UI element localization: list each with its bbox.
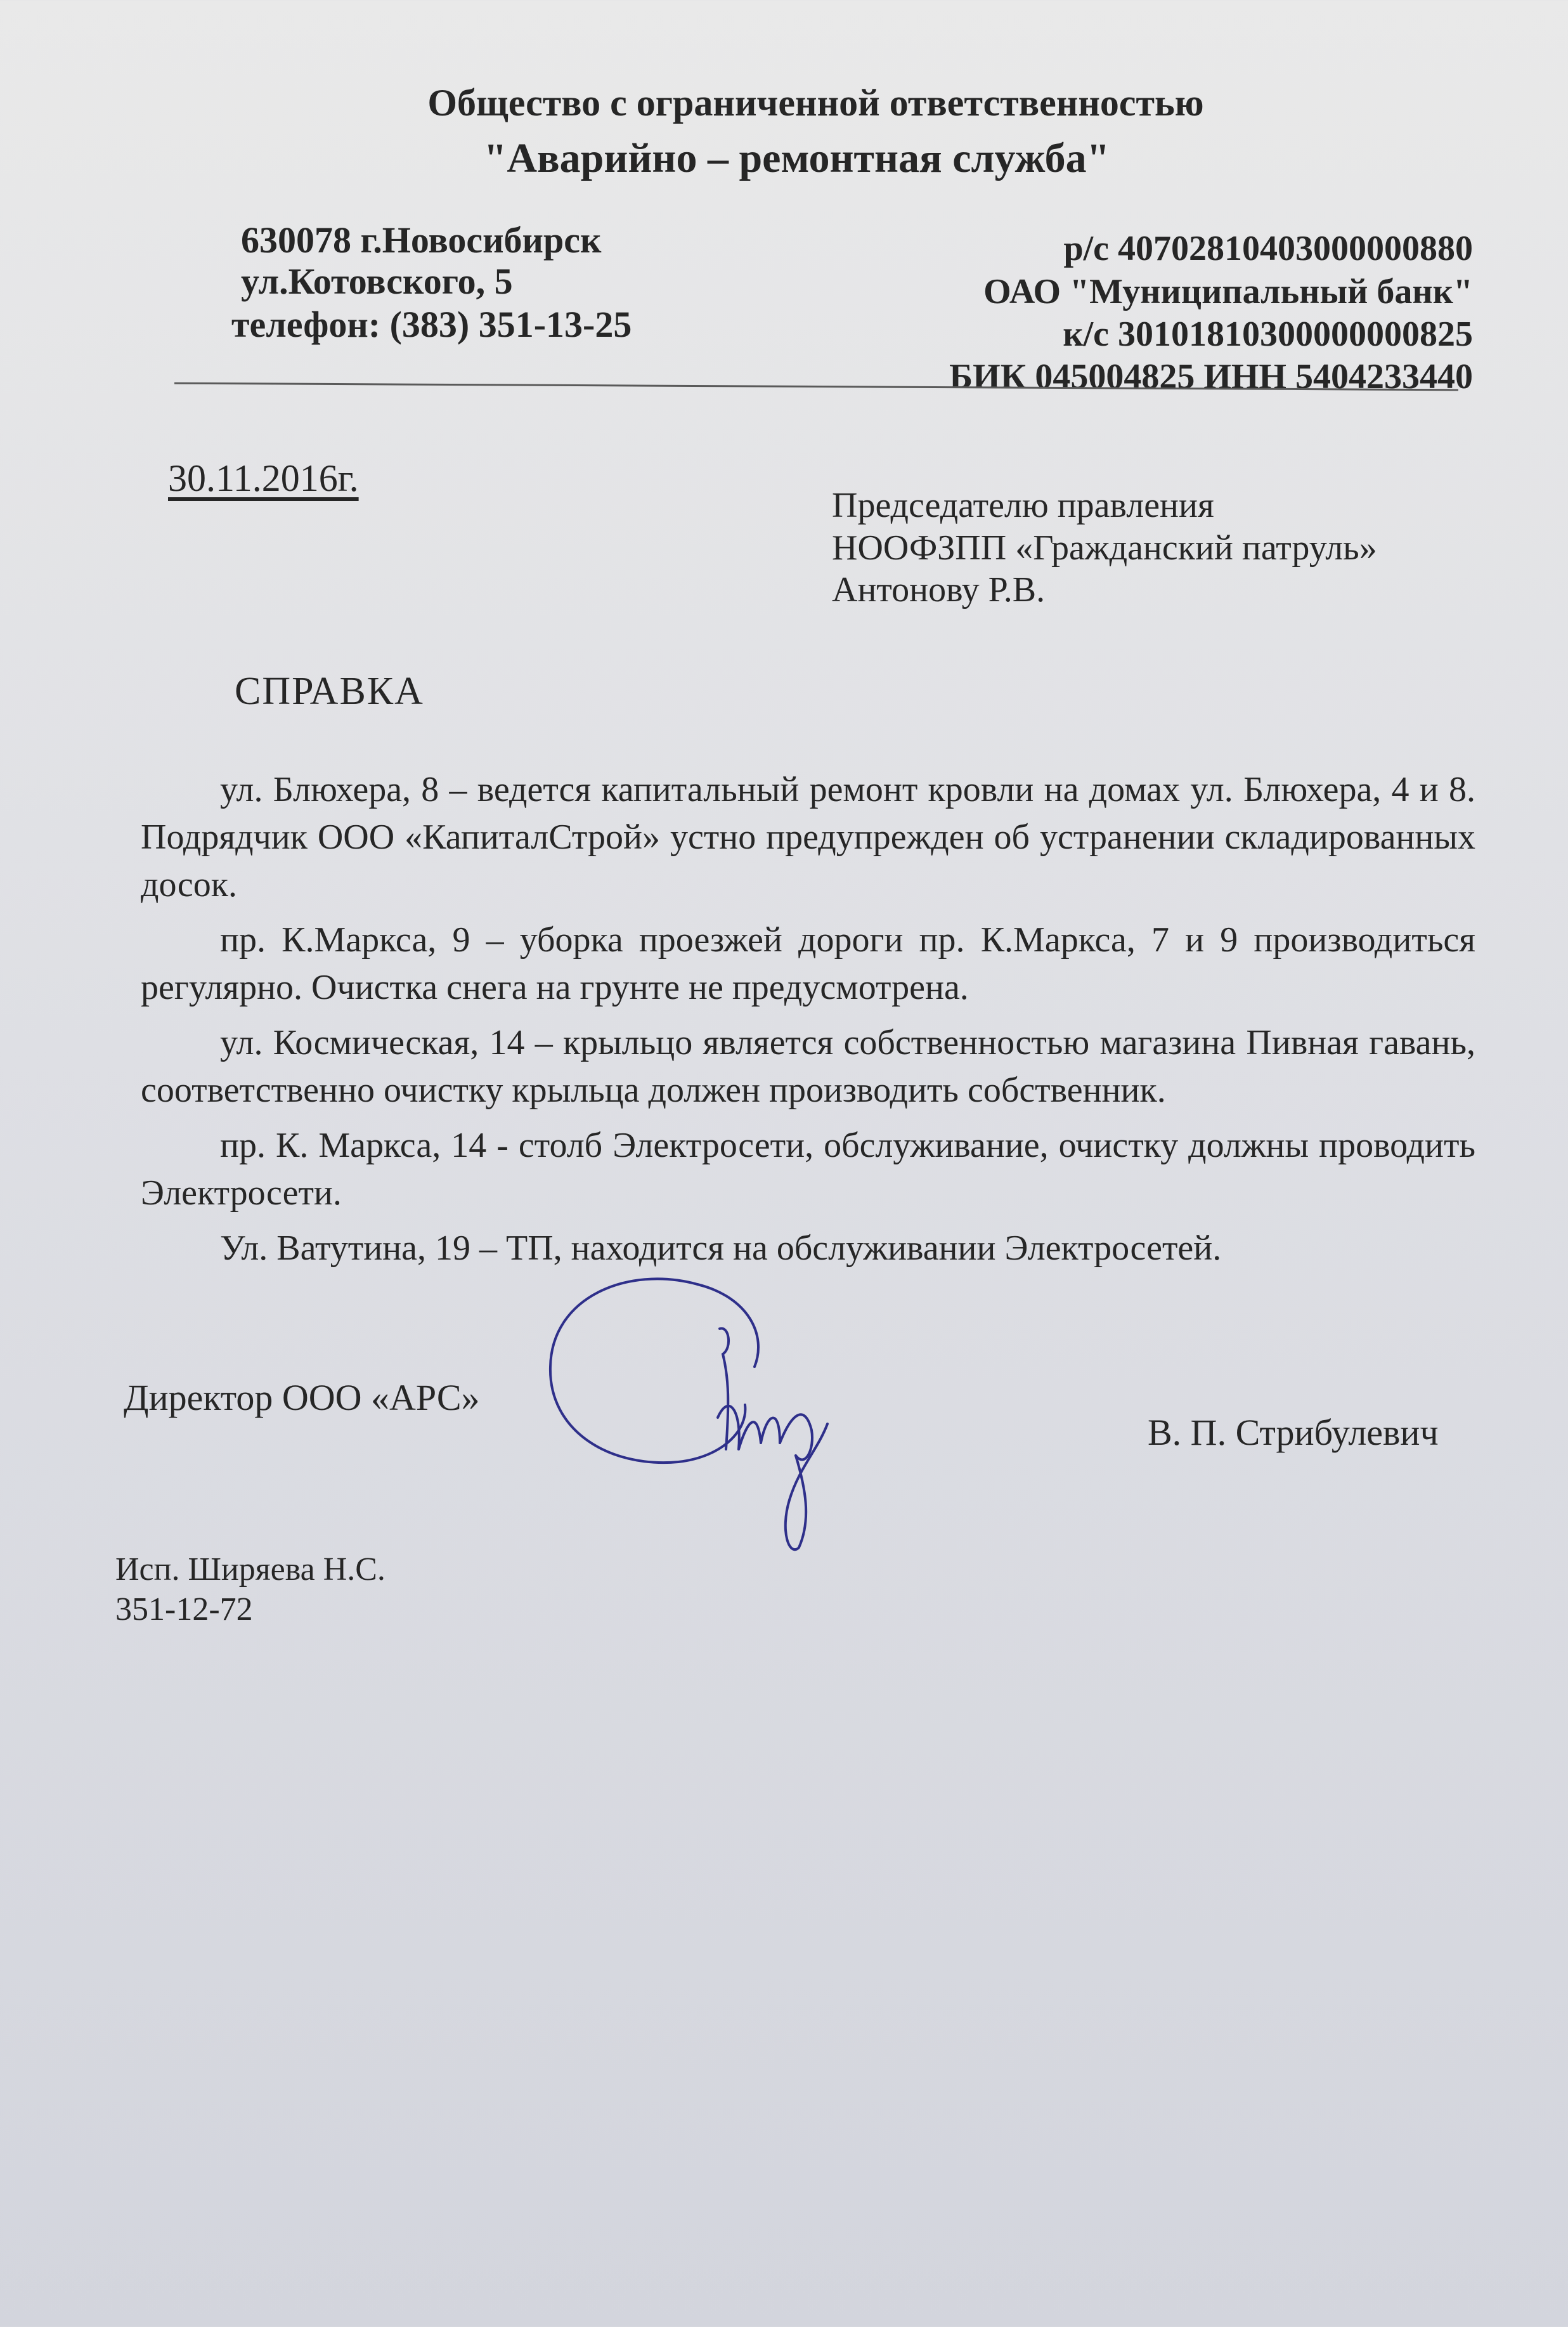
bank-line: БИК 045004825 ИНН 5404233440 xyxy=(949,357,1473,396)
org-line-1: Общество с ограниченной ответственностью xyxy=(427,82,1204,124)
body-paragraph: пр. К. Маркса, 14 - столб Электросети, обслуживание, очистку должны проводить Электросети. xyxy=(141,1126,1475,1213)
letter-body xyxy=(141,766,1475,1280)
recipient-line: НООФЗПП «Гражданский патруль» xyxy=(832,528,1377,568)
bank-line: ОАО "Муниципальный банк" xyxy=(983,272,1473,311)
executor-phone: 351-12-72 xyxy=(115,1591,253,1627)
body-paragraph: ул. Блюхера, 8 – ведется капитальный ремонт кровли на домах ул. Блюхера, 4 и 8. Подрядчик ООО «КапиталСтрой» устно предупрежден об устранении складированных досок. xyxy=(141,770,1475,904)
recipient-line: Антонову Р.В. xyxy=(832,570,1046,609)
body-paragraph: ул. Космическая, 14 – крыльцо является собственностью магазина Пивная гавань, соответственно очистку крыльца должен производить собственник. xyxy=(141,1023,1475,1110)
phone-line: телефон: (383) 351-13-25 xyxy=(231,304,632,345)
body-paragraph: Ул. Ватутина, 19 – ТП, находится на обслуживании Электросетей. xyxy=(220,1229,1222,1268)
executor-name: Исп. Ширяева Н.С. xyxy=(115,1551,386,1587)
letter-date: 30.11.2016г. xyxy=(168,457,359,499)
body-paragraph: пр. К.Маркса, 9 – уборка проезжей дороги пр. К.Маркса, 7 и 9 производиться регулярно. Очистка снега на грунте не предусмотрена. xyxy=(141,920,1475,1007)
address-line: 630078 г.Новосибирск xyxy=(241,219,602,261)
document-title: СПРАВКА xyxy=(235,670,424,713)
recipient-line: Председателю правления xyxy=(832,486,1214,525)
bank-line: р/с 40702810403000000880 xyxy=(1063,229,1473,268)
handwritten-signature xyxy=(539,1259,843,1557)
address-line: ул.Котовского, 5 xyxy=(241,261,513,302)
signatory-name: В. П. Стрибулевич xyxy=(1148,1412,1439,1453)
bank-line: к/с 30101810300000000825 xyxy=(1063,315,1473,354)
signatory-position: Директор ООО «АРС» xyxy=(124,1377,480,1418)
org-line-2: "Аварийно – ремонтная служба" xyxy=(483,135,1110,181)
